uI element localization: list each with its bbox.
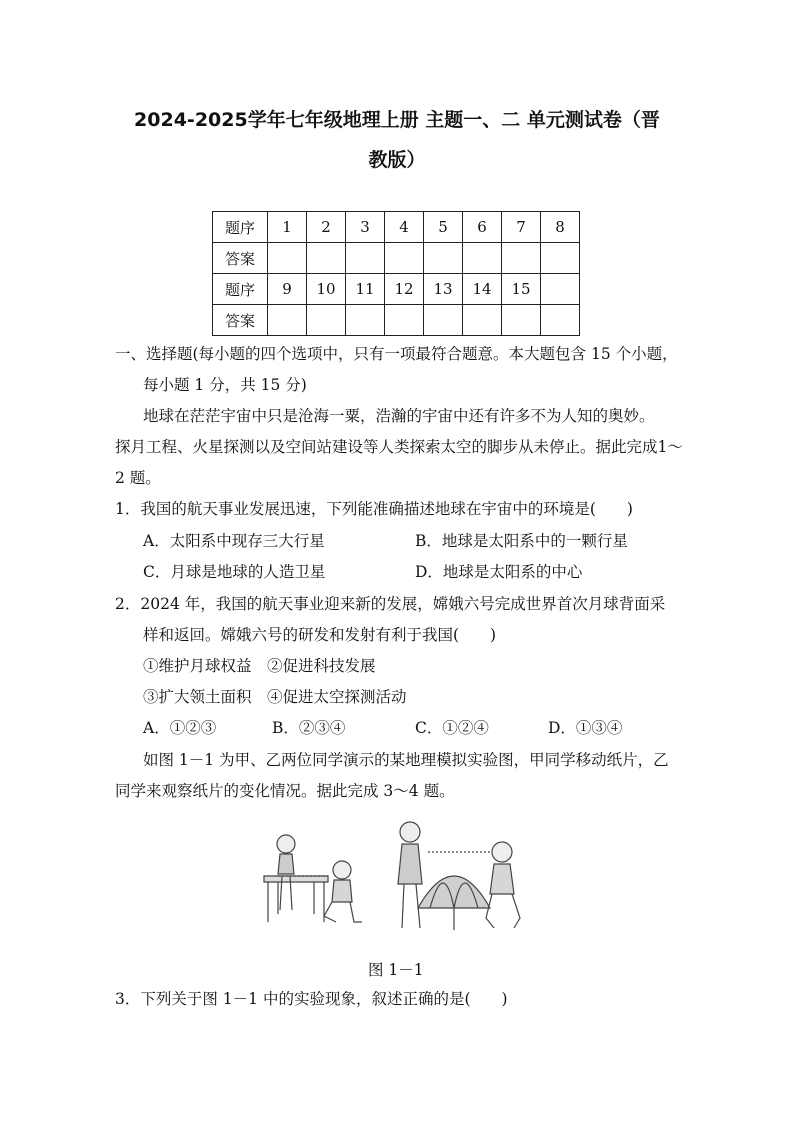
answer-cell[interactable] <box>268 305 307 336</box>
question-number-cell: 9 <box>268 274 307 305</box>
answer-cell[interactable] <box>424 243 463 274</box>
question-1-option-b[interactable]: B．地球是太阳系中的一颗行星 <box>415 532 628 550</box>
figure-caption: 图 1－1 <box>368 961 424 979</box>
question-2-items-2: ③扩大领土面积 ④促进太空探测活动 <box>143 688 407 706</box>
answer-cell[interactable] <box>502 305 541 336</box>
answer-cell[interactable] <box>346 305 385 336</box>
question-number-cell: 1 <box>268 212 307 243</box>
figure-1-1-illustration <box>258 818 534 943</box>
question-number-cell: 7 <box>502 212 541 243</box>
question-number-cell: 3 <box>346 212 385 243</box>
question-number-cell: 12 <box>385 274 424 305</box>
question-number-cell <box>541 274 580 305</box>
answer-cell[interactable] <box>424 305 463 336</box>
answer-cell[interactable] <box>541 305 580 336</box>
section-heading-line2: 每小题 1 分，共 15 分) <box>143 376 307 394</box>
question-number-cell: 13 <box>424 274 463 305</box>
answer-cell[interactable] <box>463 305 502 336</box>
answer-cell[interactable] <box>463 243 502 274</box>
question-1-option-a[interactable]: A．太阳系中现存三大行星 <box>143 532 325 550</box>
question-number-cell: 6 <box>463 212 502 243</box>
question-1-option-c[interactable]: C．月球是地球的人造卫星 <box>143 563 326 581</box>
answer-cell[interactable] <box>502 243 541 274</box>
question-2-option-a[interactable]: A．①②③ <box>143 719 217 737</box>
answer-cell[interactable] <box>346 243 385 274</box>
intro1-line3: 2 题。 <box>115 469 161 487</box>
question-2-stem-line2: 样和返回。嫦娥六号的研发和发射有利于我国( ) <box>143 626 497 644</box>
question-number-cell: 4 <box>385 212 424 243</box>
question-1-stem: 1．我国的航天事业发展迅速，下列能准确描述地球在宇宙中的环境是( ) <box>115 500 633 518</box>
table-header-cell: 题序 <box>213 274 268 305</box>
table-row <box>213 212 580 243</box>
document-title-line2: 教版） <box>368 149 426 171</box>
question-number-cell: 11 <box>346 274 385 305</box>
answer-cell[interactable] <box>385 305 424 336</box>
intro1-line2: 探月工程、火星探测以及空间站建设等人类探索太空的脚步从未停止。据此完成1～ <box>115 438 683 456</box>
question-2-option-d[interactable]: D．①③④ <box>548 719 623 737</box>
section-heading-line1: 一、选择题(每小题的四个选项中，只有一项最符合题意。本大题包含 15 个小题， <box>115 345 678 363</box>
table-header-cell: 答案 <box>213 243 268 274</box>
question-2-option-b[interactable]: B．②③④ <box>272 719 346 737</box>
table-header-cell: 题序 <box>213 212 268 243</box>
question-number-cell: 8 <box>541 212 580 243</box>
answer-cell[interactable] <box>268 243 307 274</box>
question-number-cell: 10 <box>307 274 346 305</box>
table-row <box>213 243 580 274</box>
intro2-line2: 同学来观察纸片的变化情况。据此完成 3～4 题。 <box>115 782 455 800</box>
table-header-cell: 答案 <box>213 305 268 336</box>
question-number-cell: 2 <box>307 212 346 243</box>
document-title-line1: 2024-2025学年七年级地理上册 主题一、二 单元测试卷（晋 <box>134 109 660 131</box>
question-number-cell: 5 <box>424 212 463 243</box>
question-2-option-c[interactable]: C．①②④ <box>415 719 489 737</box>
answer-cell[interactable] <box>307 243 346 274</box>
intro1-line1: 地球在茫茫宇宙中只是沧海一粟，浩瀚的宇宙中还有许多不为人知的奥妙。 <box>143 407 655 425</box>
question-1-option-d[interactable]: D．地球是太阳系的中心 <box>415 563 583 581</box>
answer-cell[interactable] <box>541 243 580 274</box>
question-number-cell: 15 <box>502 274 541 305</box>
table-row <box>213 305 580 336</box>
question-number-cell: 14 <box>463 274 502 305</box>
answer-table <box>212 211 580 336</box>
question-3-stem: 3．下列关于图 1－1 中的实验现象，叙述正确的是( ) <box>115 990 508 1008</box>
question-2-stem-line1: 2．2024 年，我国的航天事业迎来新的发展，嫦娥六号完成世界首次月球背面采 <box>115 595 666 613</box>
answer-cell[interactable] <box>307 305 346 336</box>
answer-cell[interactable] <box>385 243 424 274</box>
question-2-items-1: ①维护月球权益 ②促进科技发展 <box>143 657 376 675</box>
intro2-line1: 如图 1－1 为甲、乙两位同学演示的某地理模拟实验图，甲同学移动纸片，乙 <box>143 751 669 769</box>
table-row <box>213 274 580 305</box>
